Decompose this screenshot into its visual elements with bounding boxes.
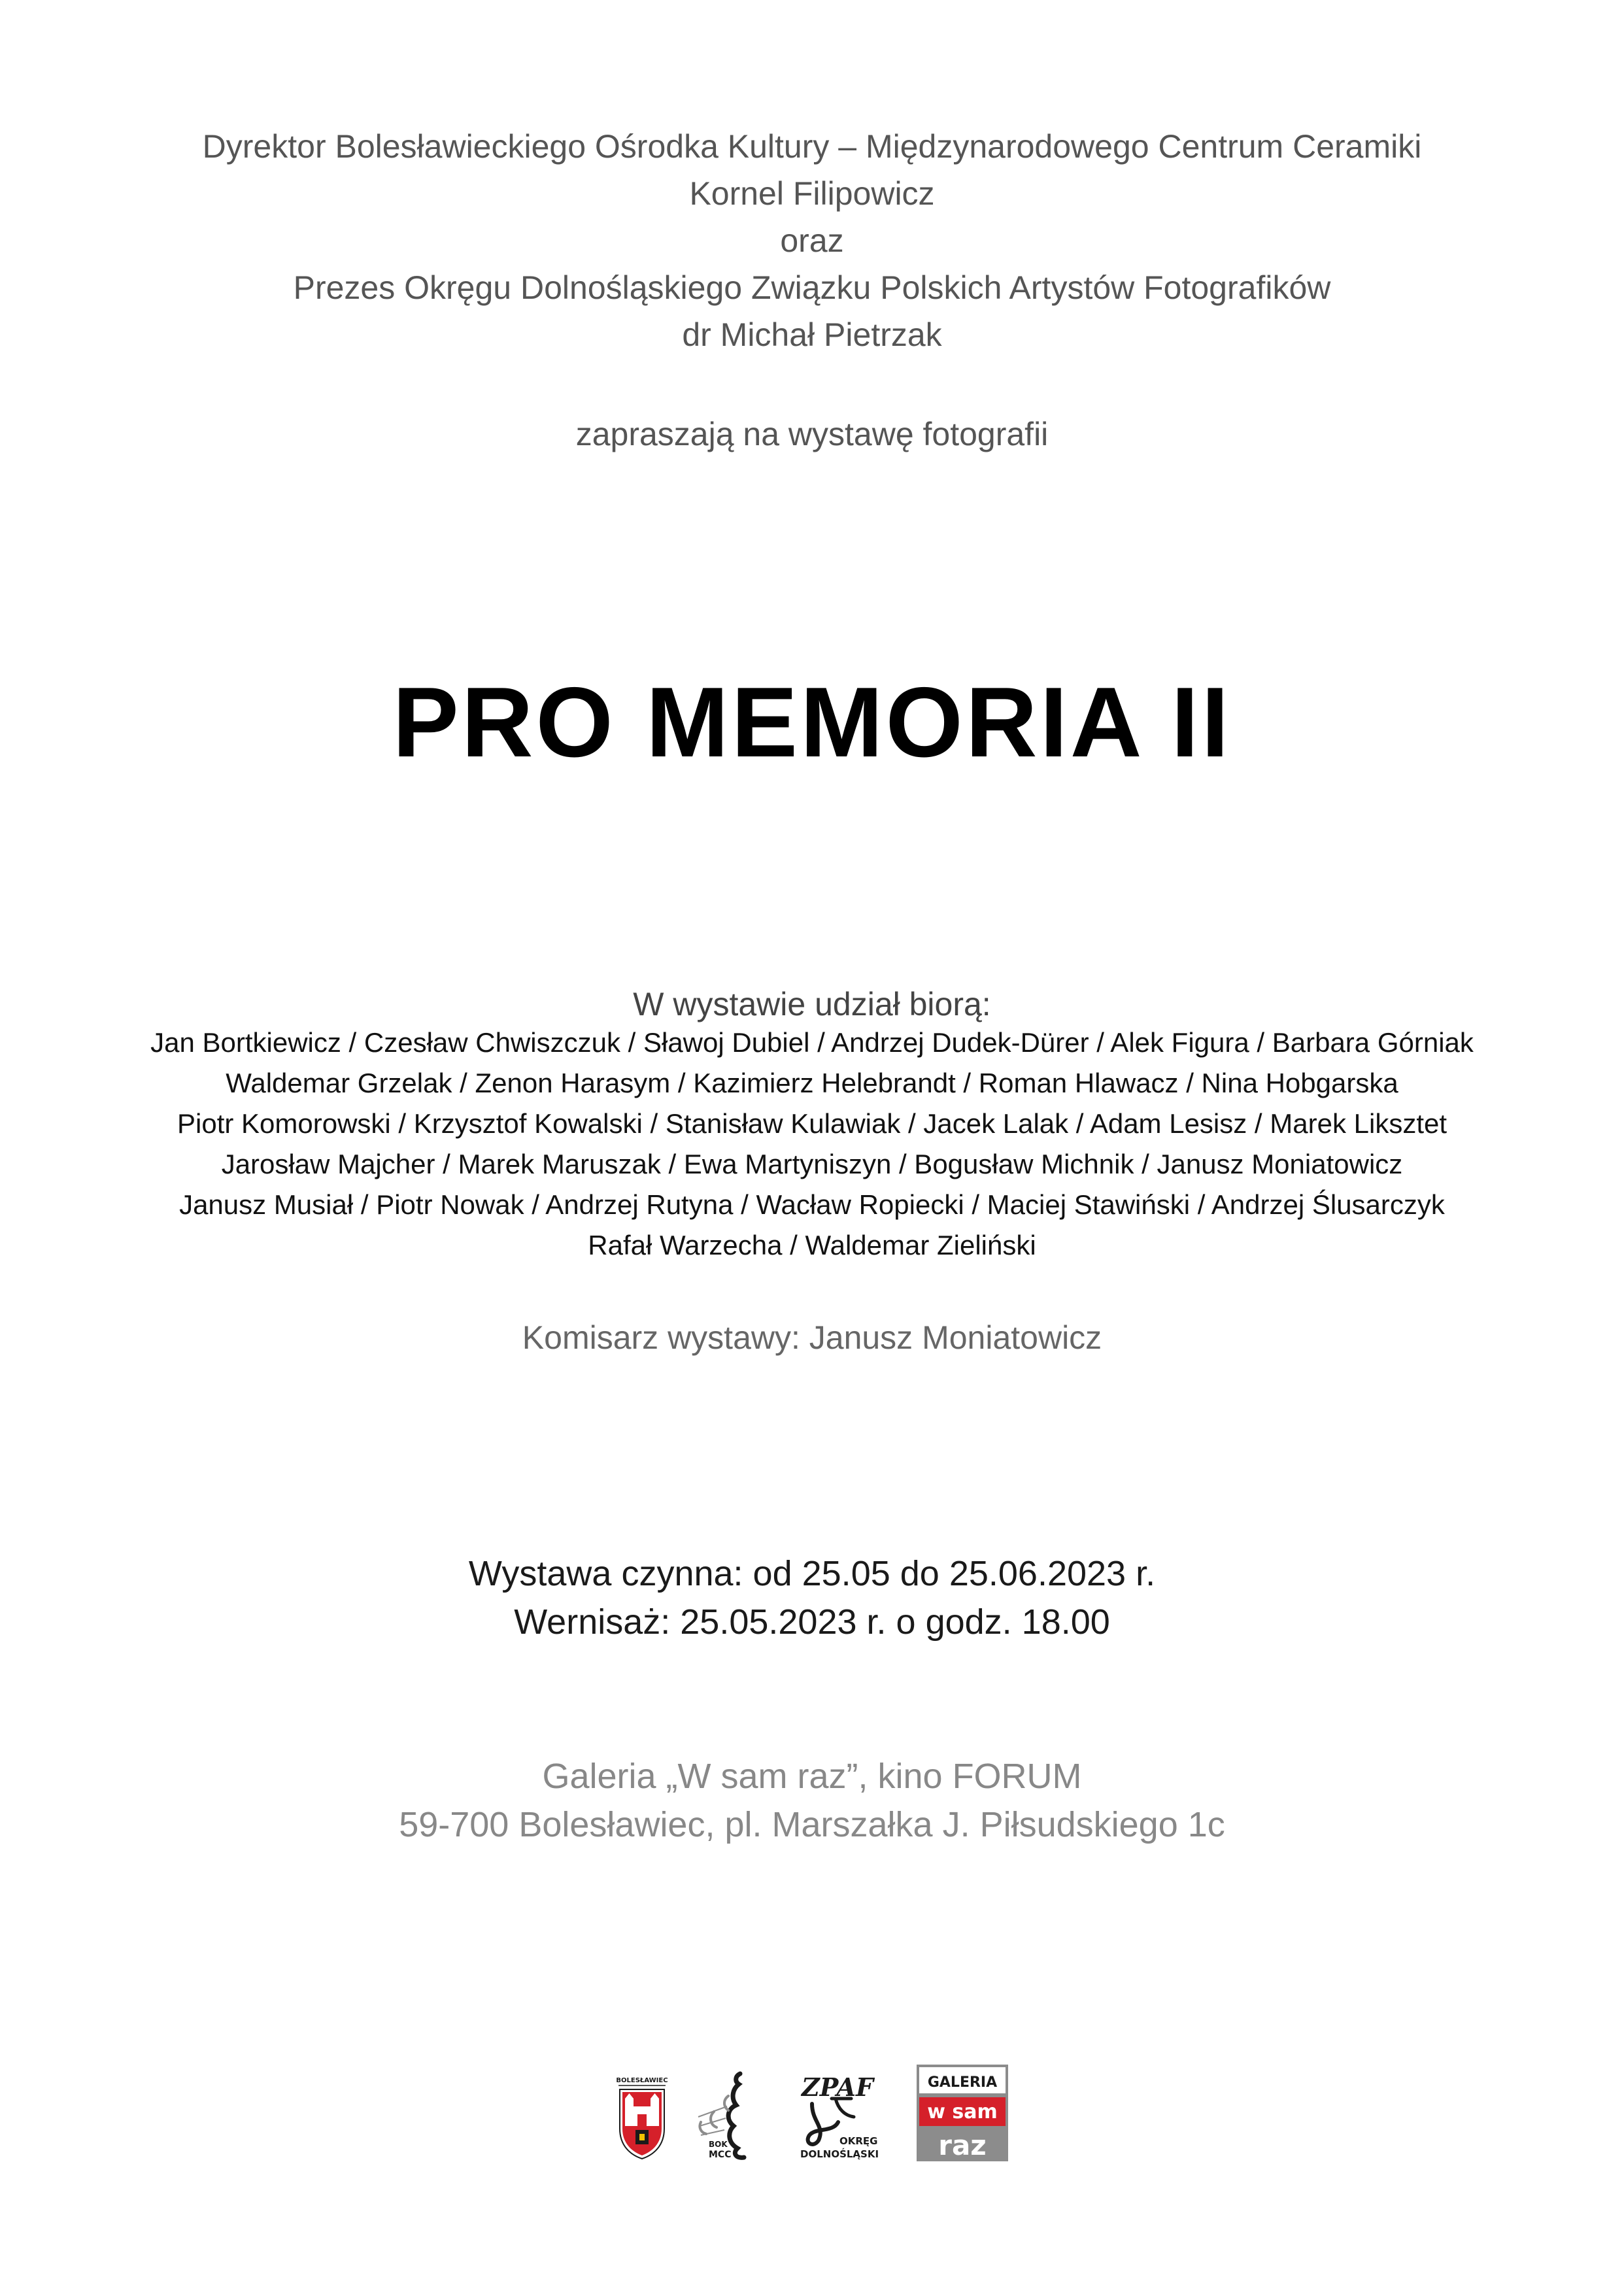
zpaf-mark: ZPAF bbox=[802, 2072, 874, 2102]
curator: Komisarz wystawy: Janusz Moniatowicz bbox=[522, 1319, 1102, 1356]
participants-heading: W wystawie udział biorą: bbox=[633, 986, 991, 1022]
venue bbox=[0, 1752, 1624, 1849]
organizer-line-4: Prezes Okręgu Dolnośląskiego Związku Polskich Artystów Fotografików bbox=[293, 269, 1331, 306]
bok-mcc-logo bbox=[694, 2070, 773, 2161]
galeria-text: GALERIA bbox=[927, 2074, 998, 2091]
exhibition-dates bbox=[0, 1549, 1624, 1646]
zpaf-text-okreg: OKRĘG bbox=[839, 2135, 878, 2147]
participants-line: Jarosław Majcher / Marek Maruszak / Ewa Martyniszyn / Bogusław Michnik / Janusz Moniatowicz bbox=[221, 1149, 1403, 1179]
venue-address: 59-700 Bolesławiec, pl. Marszałka J. Piłsudskiego 1c bbox=[399, 1805, 1225, 1844]
zpaf-text-dolnoslaski: DOLNOŚLĄSKI bbox=[800, 2148, 879, 2160]
exhibition-title: PRO MEMORIA II bbox=[392, 667, 1232, 778]
organizer-line-2: Kornel Filipowicz bbox=[689, 175, 935, 212]
w-sam-text: w sam bbox=[927, 2101, 998, 2123]
galeria-w-sam-raz-logo bbox=[917, 2065, 1008, 2161]
participants-line: Janusz Musiał / Piotr Nowak / Andrzej Rutyna / Wacław Ropiecki / Maciej Stawiński / Andrzej Ślusarczyk bbox=[179, 1189, 1445, 1220]
raz-text: raz bbox=[938, 2129, 987, 2161]
invitation-text: zapraszają na wystawę fotografii bbox=[575, 416, 1049, 452]
participants-line: Waldemar Grzelak / Zenon Harasym / Kazimierz Helebrandt / Roman Hlawacz / Nina Hobgarska bbox=[226, 1068, 1398, 1098]
organizer-line-1: Dyrektor Bolesławieckiego Ośrodka Kultury – Międzynarodowego Centrum Ceramiki bbox=[202, 128, 1422, 165]
organizer-line-3: oraz bbox=[780, 222, 844, 259]
open-dates: Wystawa czynna: od 25.05 do 25.06.2023 r. bbox=[468, 1554, 1156, 1593]
bok-text: BOK bbox=[709, 2140, 728, 2149]
venue-name: Galeria „W sam raz”, kino FORUM bbox=[542, 1757, 1082, 1796]
participants-line: Rafał Warzecha / Waldemar Zieliński bbox=[588, 1230, 1036, 1260]
boleslawiec-crest-logo bbox=[616, 2075, 668, 2161]
boleslawiec-caption: BOLESŁAWIEC bbox=[616, 2077, 668, 2084]
zpaf-logo bbox=[799, 2070, 890, 2161]
organizer-line-5: dr Michał Pietrzak bbox=[682, 316, 942, 353]
participants-list bbox=[0, 1022, 1624, 1266]
participants-line: Jan Bortkiewicz / Czesław Chwiszczuk / Sławoj Dubiel / Andrzej Dudek-Dürer / Alek Figura / Barbara Górniak bbox=[150, 1027, 1474, 1058]
vernissage-date: Wernisaż: 25.05.2023 r. o godz. 18.00 bbox=[514, 1602, 1110, 1642]
sponsor-logos bbox=[0, 2065, 1624, 2161]
participants-line: Piotr Komorowski / Krzysztof Kowalski / Stanisław Kulawiak / Jacek Lalak / Adam Lesisz / Marek Liksztet bbox=[177, 1108, 1447, 1139]
mcc-text: MCC bbox=[709, 2150, 732, 2160]
organizers bbox=[0, 123, 1624, 358]
